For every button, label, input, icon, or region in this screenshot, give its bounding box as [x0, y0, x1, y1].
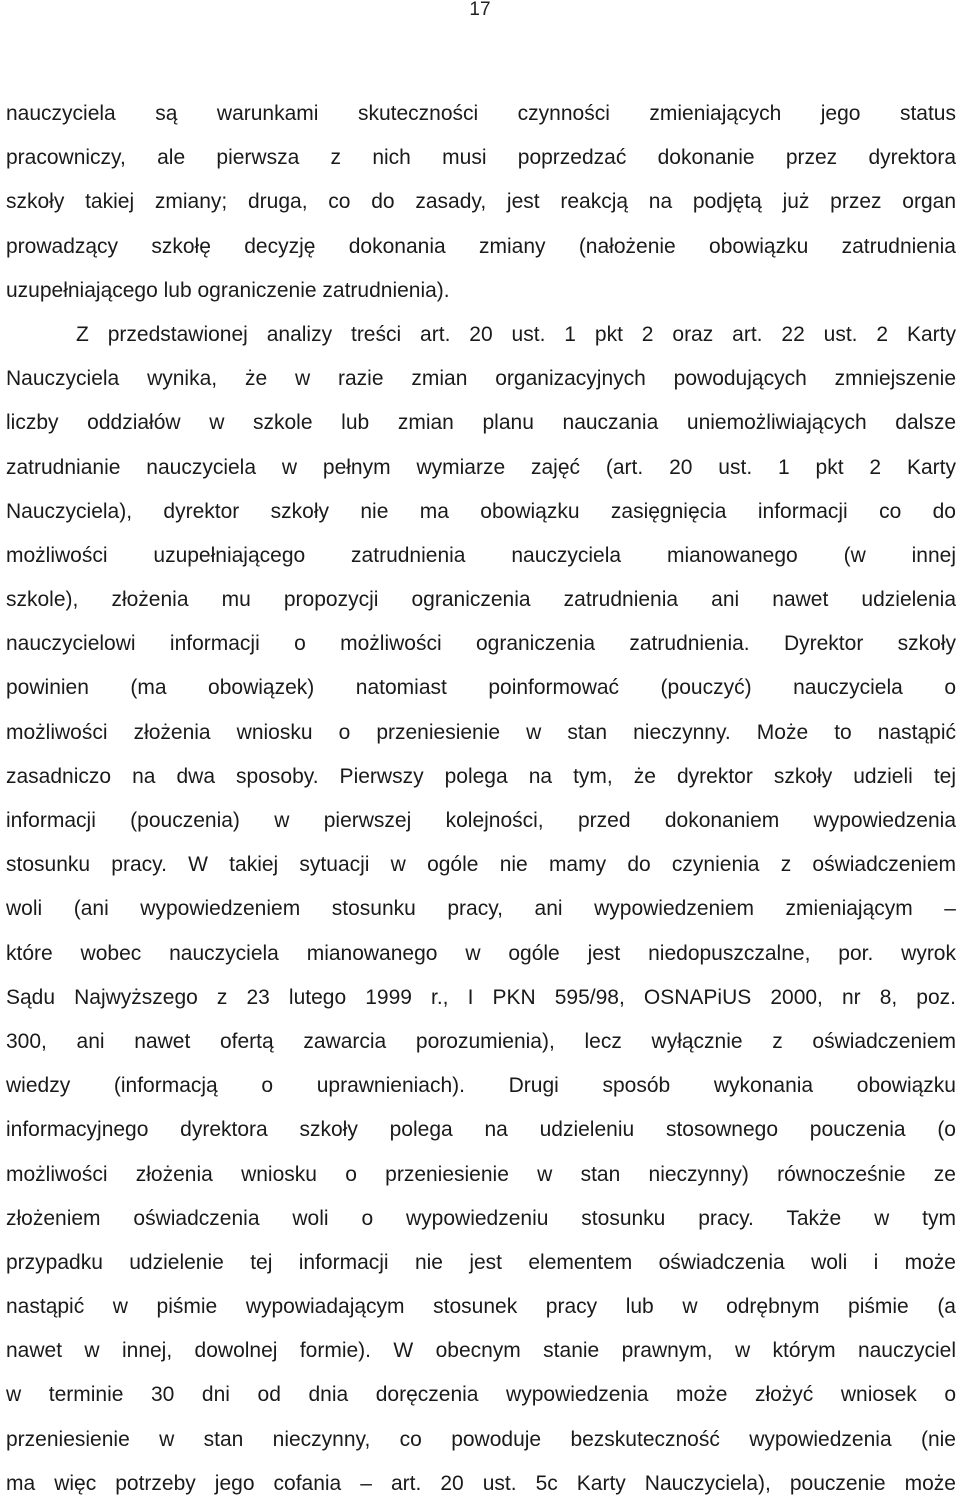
text-line: powinien (ma obowiązek) natomiast poinformować (pouczyć) nauczyciela o — [6, 676, 956, 700]
text-line: 300, ani nawet ofertą zawarcia porozumienia), lecz wyłącznie z oświadczeniem — [6, 1029, 956, 1053]
text-line: które wobec nauczyciela mianowanego w ogóle jest niedopuszczalne, por. wyrok — [6, 941, 956, 965]
text-line: Nauczyciela), dyrektor szkoły nie ma obowiązku zasięgnięcia informacji co do — [6, 499, 956, 523]
text-line: nauczycielowi informacji o możliwości ograniczenia zatrudnienia. Dyrektor szkoły — [6, 632, 956, 656]
text-line: liczby oddziałów w szkole lub zmian planu nauczania uniemożliwiających dalsze — [6, 411, 956, 435]
document-body — [6, 92, 956, 1506]
text-line: Nauczyciela wynika, że w razie zmian organizacyjnych powodujących zmniejszenie — [6, 367, 956, 391]
text-line: złożeniem oświadczenia woli o wypowiedzeniu stosunku pracy. Także w tym — [6, 1206, 956, 1230]
text-line: ma więc potrzeby jego cofania – art. 20 ust. 5c Karty Nauczyciela), pouczenie może — [6, 1471, 956, 1495]
text-line: nastąpić w piśmie wypowiadającym stosunek pracy lub w odrębnym piśmie (a — [6, 1295, 956, 1319]
text-line: w terminie 30 dni od dnia doręczenia wypowiedzenia może złożyć wniosek o — [6, 1383, 956, 1407]
text-line: zasadniczo na dwa sposoby. Pierwszy polega na tym, że dyrektor szkoły udzieli tej — [6, 764, 956, 788]
text-line: informacji (pouczenia) w pierwszej kolejności, przed dokonaniem wypowiedzenia — [6, 809, 956, 832]
text-line: przypadku udzielenie tej informacji nie jest elementem oświadczenia woli i może — [6, 1250, 956, 1274]
text-line: Sądu Najwyższego z 23 lutego 1999 r., I PKN 595/98, OSNAPiUS 2000, nr 8, poz. — [6, 985, 956, 1009]
text-line: woli (ani wypowiedzeniem stosunku pracy, ani wypowiedzeniem zmieniającym – — [6, 897, 956, 921]
text-line: możliwości uzupełniającego zatrudnienia nauczyciela mianowanego (w innej — [6, 543, 956, 567]
text-line: pracowniczy, ale pierwsza z nich musi poprzedzać dokonanie przez dyrektora — [6, 146, 956, 170]
page-number: 17 — [469, 0, 491, 20]
text-line: nauczyciela są warunkami skuteczności czynności zmieniających jego status — [6, 102, 956, 125]
text-line: Z przedstawionej analizy treści art. 20 ust. 1 pkt 2 oraz art. 22 ust. 2 Karty — [76, 322, 956, 346]
text-line: stosunku pracy. W takiej sytuacji w ogóle nie mamy do czynienia z oświadczeniem — [6, 853, 956, 877]
text-line: nawet w innej, dowolnej formie). W obecnym stanie prawnym, w którym nauczyciel — [6, 1339, 956, 1363]
text-line: wiedzy (informacją o uprawnieniach). Drugi sposób wykonania obowiązku — [6, 1074, 956, 1098]
text-line: prowadzący szkołę decyzję dokonania zmiany (nałożenie obowiązku zatrudnienia — [6, 234, 956, 258]
text-line: szkoły takiej zmiany; druga, co do zasady, jest reakcją na podjętą już przez organ — [6, 190, 956, 214]
text-line: przeniesienie w stan nieczynny, co powoduje bezskuteczność wypowiedzenia (nie — [6, 1427, 956, 1451]
text-line: szkole), złożenia mu propozycji ograniczenia zatrudnienia ani nawet udzielenia — [6, 588, 956, 612]
text-line: informacyjnego dyrektora szkoły polega na udzieleniu stosownego pouczenia (o — [6, 1118, 956, 1142]
text-line: uzupełniającego lub ograniczenie zatrudnienia). — [6, 278, 450, 302]
text-line: możliwości złożenia wniosku o przeniesienie w stan nieczynny. Może to nastąpić — [6, 720, 956, 744]
text-line: możliwości złożenia wniosku o przeniesienie w stan nieczynny) równocześnie ze — [6, 1162, 956, 1186]
text-line: zatrudnianie nauczyciela w pełnym wymiarze zajęć (art. 20 ust. 1 pkt 2 Karty — [6, 455, 956, 479]
